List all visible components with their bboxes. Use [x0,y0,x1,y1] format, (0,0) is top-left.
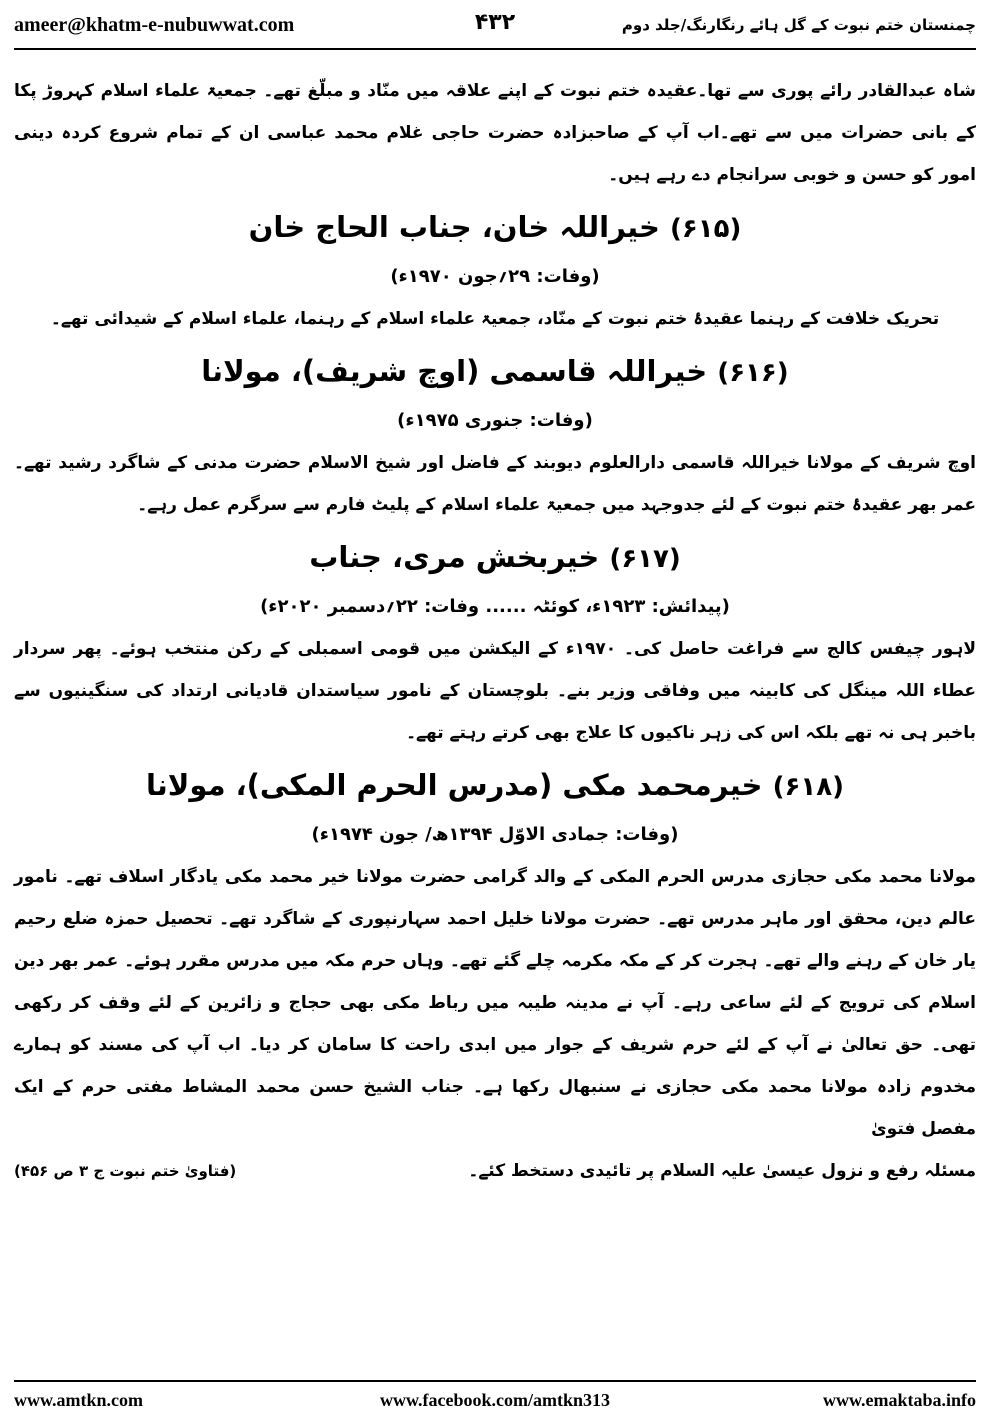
entry-title: خیراللہ قاسمی (اوچ شریف)، مولانا [201,354,708,388]
entry-paragraph: مولانا محمد مکی حجازی مدرس الحرم المکی کے والد گرامی حضرت مولانا خیر محمد مکی یادگار اسلاف تھے۔ نامور عالم دین، محقق اور ماہر مدرس تھے۔ حضرت مولانا خلیل احمد سہارنپوری کے شاگرد تھے۔ تحصیل حمزہ ضلع رحیم یار خان کے رہنے والے تھے۔ ہجرت کر کے مکہ مکرمہ چلے گئے تھے۔ وہاں حرم مکہ میں مدرس مقرر ہوئے۔ عمر بھر دین اسلام کی ترویج کے لئے ساعی رہے۔ آپ نے مدینہ طیبہ میں رباط مکی بھی حجاج و زائرین کے لئے وقف کر رکھی تھی۔ حق تعالیٰ نے آپ کے لئے حرم شریف کے جوار میں ابدی راحت کا سامان کر دیا۔ اب آپ کی مسند کو ہمارے مخدوم زادہ مولانا محمد مکی حجازی نے سنبھال رکھا ہے۔ جناب الشیخ حسن محمد المشاط مفتی حرم کے ایک مفصل فتویٰ [14,867,976,1139]
entry-heading [14,200,976,256]
page-body [14,70,976,1192]
entry-heading [14,344,976,400]
entry-number: (۶۱۵) [669,214,742,244]
entry-number: (۶۱۷) [609,544,681,574]
footer-divider [14,1380,976,1382]
entry-date: (پیدائش: ۱۹۲۳ء، کوئٹہ ...... وفات: ۲۲؍دسمبر ۲۰۲۰ء) [260,596,730,617]
entry-last-line: مسئلہ رفع و نزول عیسیٰ علیہ السلام پر تائیدی دستخط کئے۔ [468,1161,976,1181]
entry-616 [14,344,976,526]
entry-number: (۶۱۶) [717,358,789,388]
entry-title: خیراللہ خان، جناب الحاج خان [248,210,660,244]
entry-date: (وفات: جنوری ۱۹۷۵ء) [397,410,593,431]
entry-date: (وفات: ۲۹؍جون ۱۹۷۰ء) [390,266,600,287]
intro-paragraph: شاہ عبدالقادر رائے پوری سے تھا۔عقیدہ ختم نبوت کے اپنے علاقہ میں منّاد و مبلّغ تھے۔ جمعیۃ علماء اسلام کہروڑ پکا کے بانی حضرات میں سے تھے۔اب آپ کے صاحبزادہ حضرت حاجی غلام محمد عباسی ان کے تمام شروع کردہ دینی امور کو حسن و خوبی سرانجام دے رہے ہیں۔ [14,81,976,185]
entry-618 [14,758,976,1192]
book-title: چمنستان ختم نبوت کے گل ہائے رنگارنگ/جلد دوم [621,16,976,34]
header-email[interactable]: ameer@khatm-e-nubuwwat.com [14,14,295,36]
footer-link-emaktaba[interactable]: www.emaktaba.info [822,1390,976,1410]
entry-617 [14,530,976,754]
entry-title: خیربخش مری، جناب [309,540,600,574]
footer-link-facebook[interactable]: www.facebook.com/amtkn313 [380,1390,610,1410]
footer-link-amtkn[interactable]: www.amtkn.com [14,1390,143,1410]
entry-paragraph: تحریک خلافت کے رہنما عقیدۂ ختم نبوت کے منّاد، جمعیۃ علماء اسلام کے رہنما، علماء اسلام کے شیدائی تھے۔ [50,309,940,329]
entry-number: (۶۱۸) [772,772,844,802]
entry-heading [14,530,976,586]
entry-heading [14,758,976,814]
entry-title: خیرمحمد مکی (مدرس الحرم المکی)، مولانا [146,768,763,802]
page-header [14,10,976,42]
page-number: ۴۳۲ [474,10,516,35]
page-footer [14,1390,976,1414]
entry-paragraph: اوچ شریف کے مولانا خیراللہ قاسمی دارالعلوم دیوبند کے فاضل اور شیخ الاسلام حضرت مدنی کے شاگرد رشید تھے۔ عمر بھر عقیدۂ ختم نبوت کے لئے جدوجہد میں جمعیۃ علماء اسلام کے پلیٹ فارم سے سرگرم عمل رہے۔ [14,453,976,515]
reference-citation: (فتاویٰ ختم نبوت ج ۳ ص ۴۵۶) [14,1162,237,1180]
header-divider [14,48,976,50]
entry-date: (وفات: جمادی الاوّل ۱۳۹۴ھ/ جون ۱۹۷۴ء) [311,824,679,845]
entry-615 [14,200,976,340]
entry-closing-line [14,1150,976,1192]
entry-paragraph: لاہور چیفس کالج سے فراغت حاصل کی۔ ۱۹۷۰ء کے الیکشن میں قومی اسمبلی کے رکن منتخب ہوئے۔ پھر سردار عطاء اللہ مینگل کی کابینہ میں وفاقی وزیر بنے۔ بلوچستان کے نامور سیاستدان قادیانی ارتداد کی سنگینیوں سے باخبر ہی نہ تھے بلکہ اس کی زہر ناکیوں کا علاج بھی کرتے رہتے تھے۔ [14,639,976,743]
